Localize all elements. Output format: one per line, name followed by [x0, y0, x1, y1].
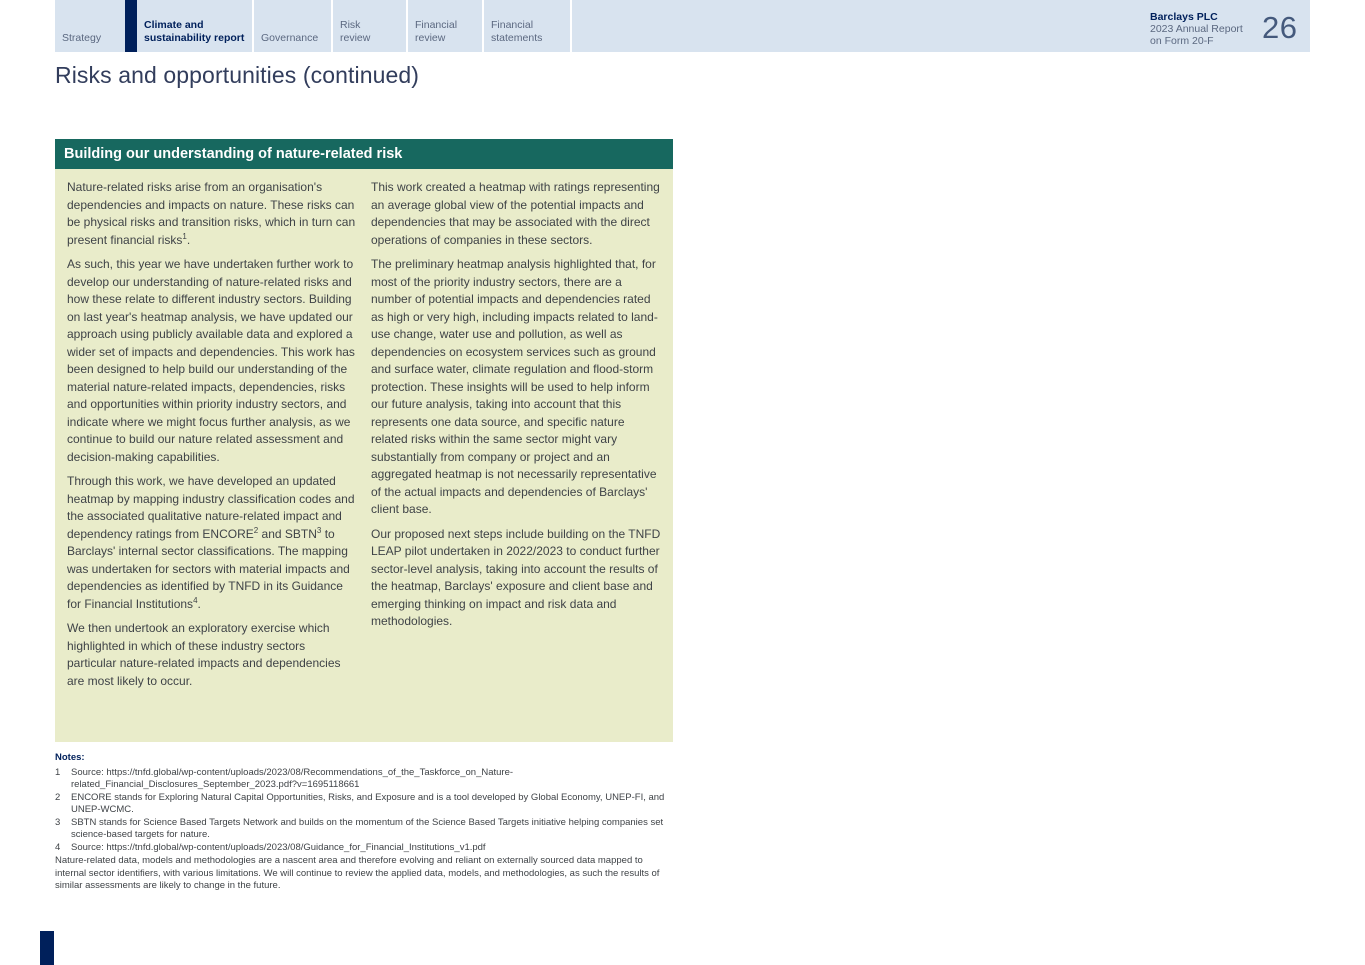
body-paragraph [67, 179, 357, 249]
brand-company-name: Barclays PLC [1150, 11, 1218, 23]
note-item-1 [55, 767, 675, 792]
note-number: 3 [55, 816, 61, 828]
tab-label-line: review [340, 31, 371, 44]
note-item-3 [55, 817, 675, 842]
note-text: Source: https://tnfd.global/wp-content/uploads/2023/08/Recommendations_of_the_Taskforce_on_Nature-related_Financial_Disclosures_September_2023.pdf?v=1695118661 [71, 766, 514, 790]
panel-col-right [371, 179, 661, 732]
nav-tabs [55, 0, 570, 52]
text-segment: Our proposed next steps include building on the TNFD LEAP pilot undertaken in 2022/2023 to conduct further sector-level analysis, taking into account the results of the heatmap, Barclays' exposure and client base and emerging thinking on impact and risk data and methodologies. [371, 526, 661, 628]
tab-label-line: Risk [340, 19, 361, 31]
note-item-2 [55, 792, 675, 817]
tab-label-line: Financial [491, 19, 534, 31]
text-segment: . [197, 596, 201, 611]
panel-col-left [67, 179, 357, 732]
page-number: 26 [1262, 10, 1298, 45]
nature-risk-panel [55, 139, 673, 742]
body-paragraph [371, 179, 661, 249]
note-item-4 [55, 842, 675, 855]
tab-label-line: Strategy [62, 31, 102, 44]
body-paragraph [67, 620, 357, 690]
footnote-ref: 3 [316, 525, 322, 535]
tab-label-line: Governance [261, 31, 319, 44]
tab-financial-statements[interactable] [482, 0, 570, 52]
tab-label-line: statements [491, 31, 543, 44]
panel-body [55, 169, 673, 742]
report-brand-block [1150, 0, 1262, 52]
text-segment: and SBTN [258, 526, 317, 541]
note-text: ENCORE stands for Exploring Natural Capital Opportunities, Risks, and Exposure and is a tool developed by Global Economy, UNEP-FI, and UNEP-WCMC. [71, 791, 665, 815]
body-paragraph [371, 526, 661, 631]
tab-climate-and-sustainability-report[interactable] [125, 0, 252, 52]
note-text: Source: https://tnfd.global/wp-content/uploads/2023/08/Guidance_for_Financial_Institutions_v1.pdf [71, 841, 486, 853]
body-paragraph [371, 256, 661, 519]
tab-governance[interactable] [252, 0, 331, 52]
panel-title: Building our understanding of nature-related risk [55, 139, 673, 169]
text-segment: Nature-related risks arise from an organisation's dependencies and impacts on nature. These risks can be physical risks and transition risks, which in turn can present financial risks [67, 180, 356, 247]
text-segment: Through this work, we have developed an updated heatmap by mapping industry classification codes and the associated qualitative nature-related impact and dependency ratings from ENCORE [67, 474, 355, 541]
tab-label-line: Climate and [144, 19, 204, 31]
tab-financial-review[interactable] [406, 0, 482, 52]
text-segment: As such, this year we have undertaken further work to develop our understanding of nature-related risks and how these relate to different industry sectors. Building on last year's heatmap analysis, we have updated our approach using publicly available data and explored a wider set of impacts and dependencies. This work has been designed to help build our understanding of the material nature-related impacts, dependencies, risks and opportunities within priority industry sectors, and indicate where we might focus further analysis, as we continue to build our nature related assessment and decision-making capabilities. [67, 257, 355, 464]
notes-heading: Notes: [55, 752, 85, 763]
text-segment: The preliminary heatmap analysis highlighted that, for most of the priority industry sectors, there are a number of potential impacts and dependencies rated as high or very high, including impacts related to land-use change, water use and pollution, as well as dependencies on ecosystem services such as ground and surface water, climate regulation and flood-storm protection. These insights will be used to help inform our future analysis, taking into account that this represents one data source, and specific nature related risks within the same sector might vary substantially from company or project and an aggregated heatmap is not necessarily representative of the actual impacts and dependencies of Barclays' client base. [371, 257, 658, 516]
nav-tabs-end-divider [570, 0, 572, 52]
text-segment: . [186, 232, 191, 247]
note-number: 1 [55, 766, 61, 778]
page-title: Risks and opportunities (continued) [55, 62, 420, 88]
footnote-ref: 1 [182, 231, 187, 241]
notes-disclaimer: Nature-related data, models and methodologies are a nascent area and therefore evolving and reliant on externally sourced data mapped to internal sector identifiers, with various limitations. We will continue to review the applied data, models, and methodologies, as such the results of similar assessments are likely to change in the future. [55, 855, 660, 891]
text-segment: to Barclays' internal sector classifications. The mapping was undertaken for sectors with material impacts and dependencies as identified by TNFD in its Guidance for Financial Institutions [67, 526, 350, 611]
notes-list [55, 767, 675, 855]
text-segment: This work created a heatmap with ratings representing an average global view of the potential impacts and dependencies that may be associated with the direct operations of companies in these sectors. [371, 180, 660, 247]
tab-label-line: Financial [415, 19, 458, 31]
tab-risk-review[interactable] [331, 0, 406, 52]
tab-label-line: sustainability report [144, 31, 245, 44]
tab-strategy[interactable] [55, 0, 125, 52]
top-navigation-bar [55, 0, 1310, 52]
note-text: SBTN stands for Science Based Targets Network and builds on the momentum of the Science Based Targets initiative helping companies set science-based targets for nature. [71, 816, 664, 840]
body-paragraph [67, 256, 357, 466]
footnote-ref: 2 [253, 525, 259, 535]
notes-section [55, 752, 675, 893]
note-number: 4 [55, 841, 61, 853]
note-number: 2 [55, 791, 61, 803]
footnote-ref: 4 [193, 595, 198, 605]
brand-report-line: 2023 Annual Report [1150, 23, 1243, 35]
brand-form-line: on Form 20-F [1150, 35, 1214, 47]
page-corner-tab [40, 931, 54, 965]
body-paragraph [67, 473, 357, 613]
tab-label-line: review [415, 31, 446, 44]
text-segment: We then undertook an exploratory exercise which highlighted in which of these industry sectors particular nature-related impacts and dependencies are most likely to occur. [67, 621, 341, 688]
